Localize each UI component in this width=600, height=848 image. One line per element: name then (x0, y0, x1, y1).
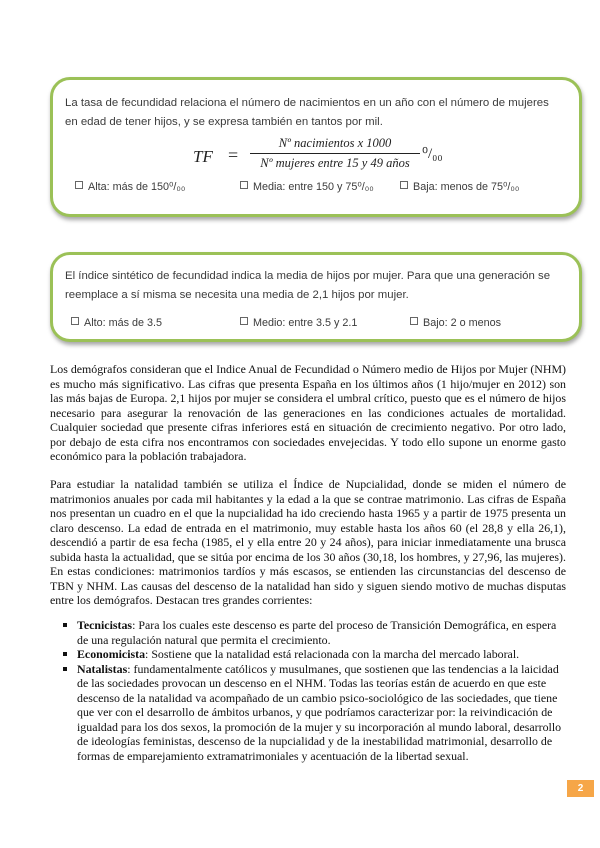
checkbox-icon (400, 181, 408, 189)
paragraph-nuptiality: Para estudiar la natalidad también se utiliza el Índice de Nupcialidad, donde se miden el número de matrimonios anuales por cada mil habitantes y la edad a la que se contrae matrimonio. Las cifras de España nos presentan un cuadro en el que la nupcialidad ha ido creciendo hasta 1965 y a partir de 1975 presenta un claro descenso. La edad de entrada en el matrimonio, muy estable hasta los años 60 (el 28,8 y ella 26,1), descendió a partir de esa fecha (1985, el y ella entre 20 y 24 años), para iniciar inmediatamente una brusca subida hasta la actualidad, que se sitúa por encima de los 30 años (30,18, los hombres, y 27,96, las mujeres). En estas condiciones: matrimonios tardíos y más escasos, se entienden las circunstancias del descenso de TBN y NHM. Las causas del descenso de la natalidad han sido y siguen siendo motivo de muchas disputas entre los demógrafos. Destacan tres grandes corrientes: (50, 477, 566, 607)
current-term: Natalistas (77, 661, 128, 676)
currents-list (63, 618, 566, 763)
index-low-label: Bajo: 2 o menos (423, 317, 502, 329)
current-text: : Sostiene que la natalidad está relacionada con la marcha del mercado laboral. (145, 647, 520, 661)
list-item (63, 618, 566, 647)
page-number: 2 (567, 780, 594, 797)
list-item (63, 647, 566, 662)
level-low (400, 180, 519, 193)
formula-unit: ⁰/₀₀ (422, 146, 443, 162)
paragraph-nhm: Los demógrafos consideran que el Indice Anual de Fecundidad o Número medio de Hijos por Mujer (NHM) es mucho más significativo. Las cifras que presenta España en los últimos años (1 hijo/mujer en 2012) son las más bajas de Europa. 2,1 hijos por mujer se considera el umbral crítico, puesto que es el número de hijos necesario para asegurar la renovación de las generaciones en las condiciones actuales de mortalidad. Cualquier sociedad que presente cifras inferiores está en situación de crecimiento negativo. Por otro lado, por debajo de esta cifra nos encontramos con sociedades envejecidas. Y todo ello supone un enorme gasto económico para la población trabajadora. (50, 362, 566, 463)
fertility-rate-box (50, 77, 582, 217)
fertility-rate-formula (65, 136, 563, 180)
checkbox-icon (240, 317, 248, 325)
formula-equals: = (228, 145, 239, 165)
index-medium-label: Medio: entre 3.5 y 2.1 (253, 317, 358, 329)
level-high (75, 180, 185, 193)
fertility-rate-levels (65, 180, 563, 198)
formula-fraction (250, 136, 420, 171)
current-text: : fundamentalmente católicos y musulmanes, que sostienen que las tendencias a la laicidad de las sociedades provocan un descenso en el NHM. Todas las teorías están de acuerdo en que este descenso de la natalidad va acompañado de un cambio psico-sociológico de las sociedades, que tiene que ver con el desarrollo de ámbitos urbanos, y que podríamos caracterizar por: la reivindicación de igualdad para los dos sexos, la promoción de la mujer y su incorporación al mundo laboral, desarrollo de ideologías feministas, descenso de la nupcialidad y de la inestabilidad matrimonial, desarrollo de formas de emparejamiento extramatrimoniales y acentuación de la libertad sexual. (77, 661, 562, 763)
index-low (410, 317, 501, 329)
level-medium-label: Media: entre 150 y 75⁰/₀₀ (253, 181, 374, 193)
synthetic-index-box (50, 252, 582, 342)
formula-numerator: Nº nacimientos x 1000 (250, 136, 420, 154)
checkbox-icon (75, 181, 83, 189)
current-term: Tecnicistas (77, 618, 133, 632)
level-medium (240, 180, 374, 193)
index-medium (240, 317, 357, 329)
list-item (63, 662, 566, 764)
level-high-label: Alta: más de 150⁰/₀₀ (88, 181, 186, 193)
current-term: Economicista (77, 647, 146, 661)
synthetic-index-levels (65, 317, 563, 335)
current-text: : Para los cuales este descenso es parte del proceso de Transición Demográfica, en espera de una regulación natural que permita el crecimiento. (77, 618, 557, 647)
level-low-label: Baja: menos de 75⁰/₀₀ (413, 181, 520, 193)
formula-denominator: Nº mujeres entre 15 y 49 años (260, 156, 410, 170)
index-high (71, 317, 162, 329)
checkbox-icon (240, 181, 248, 189)
checkbox-icon (71, 317, 79, 325)
synthetic-index-definition: El índice sintético de fecundidad indica la media de hijos por mujer. Para que una generación se reemplace a sí misma se necesita una media de 2,1 hijos por mujer. (65, 270, 551, 301)
index-high-label: Alto: más de 3.5 (84, 317, 163, 329)
checkbox-icon (410, 317, 418, 325)
formula-lhs: TF (193, 147, 213, 166)
fertility-rate-definition: La tasa de fecundidad relaciona el número de nacimientos en un año con el número de mujeres en edad de tener hijos, y se expresa también en tantos por mil. (65, 97, 549, 128)
